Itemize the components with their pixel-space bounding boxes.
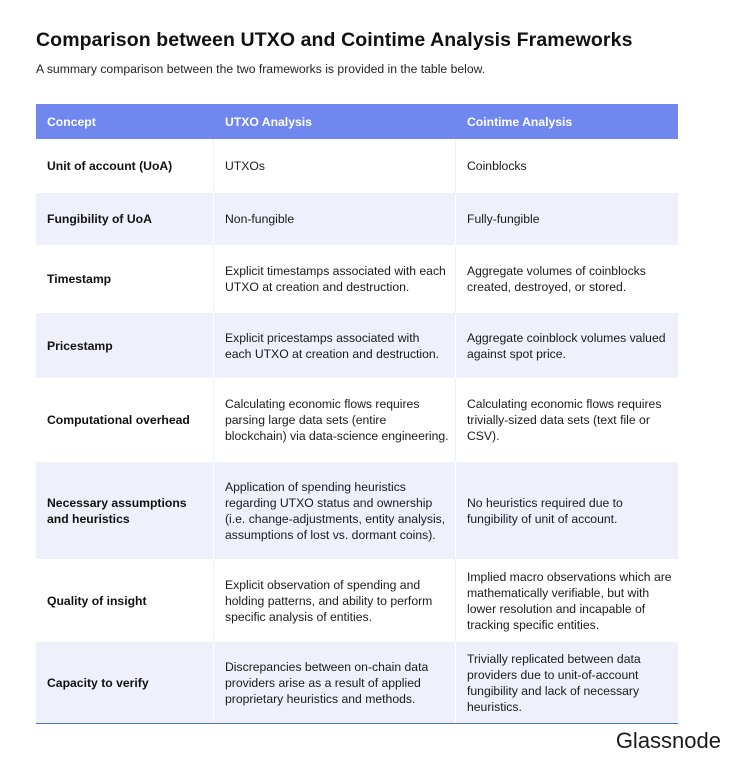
header-cointime-analysis: Cointime Analysis	[455, 104, 678, 139]
cointime-cell: No heuristics required due to fungibility of unit of account.	[455, 462, 678, 559]
table-row	[36, 642, 678, 723]
comparison-table	[36, 104, 678, 724]
table-row	[36, 139, 678, 193]
cointime-cell: Aggregate coinblock volumes valued against spot price.	[455, 313, 678, 378]
cointime-cell: Fully-fungible	[455, 193, 678, 245]
glassnode-watermark: Glassnode	[615, 728, 721, 753]
concept-cell: Capacity to verify	[47, 675, 149, 690]
utxo-cell: Application of spending heuristics regarding UTXO status and ownership (i.e. change-adjustments, entity analysis, assumptions of lost vs. dormant coins).	[213, 462, 455, 559]
utxo-cell: Calculating economic flows requires parsing large data sets (entire blockchain) via data-science engineering.	[213, 378, 455, 462]
page-title: Comparison between UTXO and Cointime Analysis Frameworks	[36, 29, 633, 51]
table-row	[36, 193, 678, 245]
utxo-cell: Non-fungible	[213, 193, 455, 245]
utxo-cell: Explicit timestamps associated with each UTXO at creation and destruction.	[213, 245, 455, 313]
table-row	[36, 378, 678, 462]
table-header-row	[36, 104, 678, 139]
concept-cell: Fungibility of UoA	[47, 212, 152, 226]
header-concept: Concept	[47, 114, 96, 129]
utxo-cell: Explicit observation of spending and holding patterns, and ability to perform specific analysis of entities.	[213, 559, 455, 642]
concept-cell: Computational overhead	[47, 413, 190, 427]
table-row	[36, 559, 678, 642]
concept-cell: Timestamp	[47, 272, 112, 286]
table-row	[36, 462, 678, 559]
cointime-cell: Calculating economic flows requires trivially-sized data sets (text file or CSV).	[455, 378, 678, 462]
concept-cell: Pricestamp	[47, 338, 113, 353]
cointime-cell: Aggregate volumes of coinblocks created, destroyed, or stored.	[455, 245, 678, 313]
cointime-cell: Trivially replicated between data providers due to unit-of-account fungibility and lack of necessary heuristics.	[455, 642, 678, 723]
cointime-cell: Implied macro observations which are mathematically verifiable, but with lower resolution and incapable of tracking specific entities.	[455, 559, 678, 642]
utxo-cell: Explicit pricestamps associated with each UTXO at creation and destruction.	[213, 313, 455, 378]
concept-cell: Necessary assumptions and heuristics	[47, 495, 187, 526]
concept-cell: Quality of insight	[47, 593, 147, 608]
table-row	[36, 313, 678, 378]
header-utxo-analysis: UTXO Analysis	[213, 104, 455, 139]
utxo-cell: Discrepancies between on-chain data providers arise as a result of applied proprietary heuristics and methods.	[213, 642, 455, 723]
page-subtitle: A summary comparison between the two frameworks is provided in the table below.	[36, 62, 486, 76]
cointime-cell: Coinblocks	[455, 139, 678, 193]
utxo-cell: UTXOs	[213, 139, 455, 193]
concept-cell: Unit of account (UoA)	[47, 159, 173, 173]
table-row	[36, 245, 678, 313]
